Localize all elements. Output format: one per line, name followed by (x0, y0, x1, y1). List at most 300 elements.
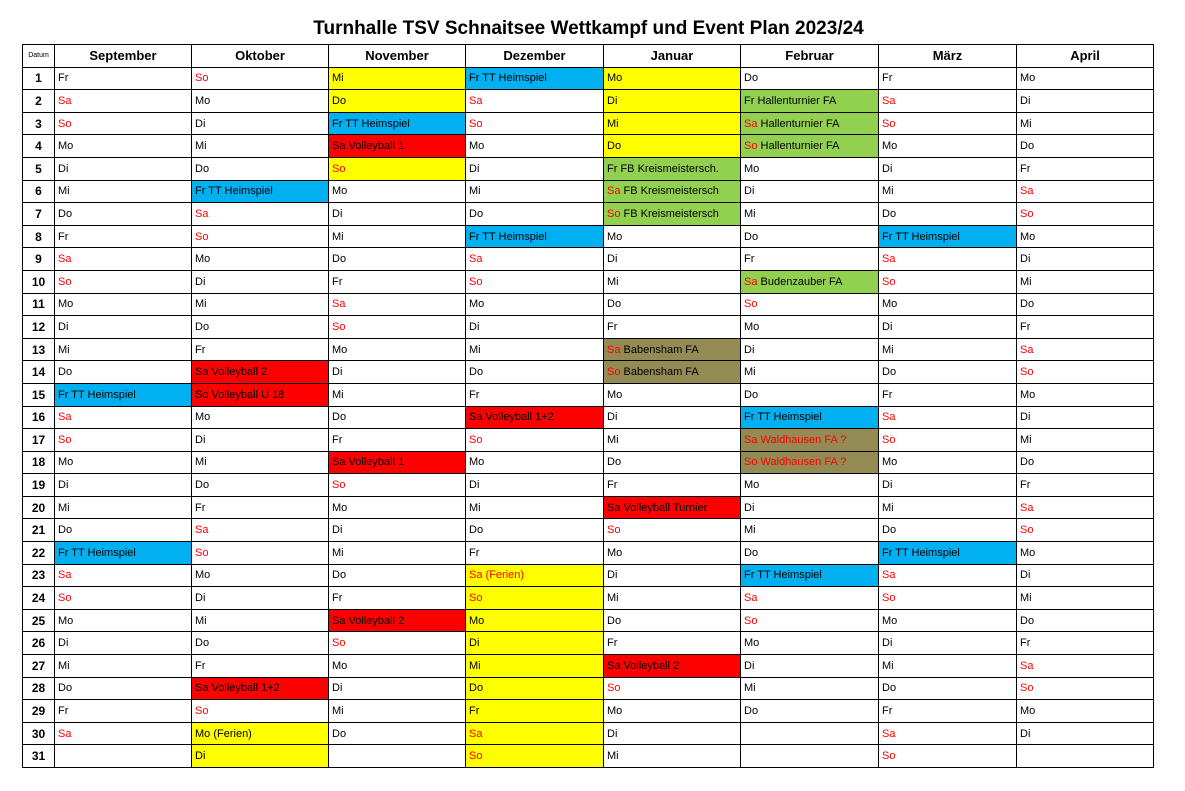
day-cell (741, 474, 879, 497)
weekday: Di (744, 659, 755, 672)
table-row (23, 293, 1154, 316)
day-cell (55, 225, 192, 248)
event-label: TT Heimspiel (482, 230, 547, 243)
weekday: Di (1020, 253, 1031, 266)
day-cell (329, 406, 466, 429)
day-cell (466, 248, 604, 271)
table-row (23, 361, 1154, 384)
weekday: Sa (744, 275, 758, 288)
weekday: Sa (607, 659, 621, 672)
weekday: Di (332, 207, 343, 220)
month-header: April (1017, 45, 1154, 68)
weekday: Do (1020, 298, 1035, 311)
day-cell (55, 632, 192, 655)
weekday: Do (58, 682, 73, 695)
weekday: Fr (882, 388, 893, 401)
day-cell (55, 496, 192, 519)
weekday: Do (744, 705, 759, 718)
event-label: Babensham FA (623, 366, 699, 379)
weekday: Di (332, 366, 343, 379)
day-number: 28 (23, 677, 55, 700)
weekday: Do (332, 727, 347, 740)
weekday: Fr (744, 569, 755, 582)
day-cell (604, 542, 741, 565)
weekday: So (882, 275, 896, 288)
weekday: So (607, 207, 621, 220)
weekday: Mi (58, 501, 70, 514)
day-cell (741, 293, 879, 316)
weekday: Di (882, 162, 893, 175)
weekday: Mo (607, 705, 623, 718)
event-label: TT Heimspiel (757, 411, 822, 424)
day-cell (192, 203, 329, 226)
day-cell (1017, 180, 1154, 203)
weekday: Di (195, 117, 206, 130)
day-cell (192, 722, 329, 745)
weekday: Di (332, 524, 343, 537)
day-cell (741, 451, 879, 474)
day-number: 13 (23, 338, 55, 361)
table-row (23, 632, 1154, 655)
day-cell (1017, 270, 1154, 293)
day-cell (466, 112, 604, 135)
weekday: Sa (195, 207, 209, 220)
weekday: Di (469, 162, 480, 175)
day-cell (192, 632, 329, 655)
day-cell (55, 67, 192, 90)
weekday: Sa (469, 253, 483, 266)
weekday: Mo (58, 456, 74, 469)
weekday: Do (332, 94, 347, 107)
day-cell (604, 180, 741, 203)
day-cell (879, 316, 1017, 339)
day-number: 6 (23, 180, 55, 203)
day-cell (604, 67, 741, 90)
weekday: So (1020, 682, 1034, 695)
weekday: Di (58, 637, 69, 650)
table-row (23, 429, 1154, 452)
weekday: Mo (1020, 230, 1036, 243)
weekday: Sa (882, 411, 896, 424)
page-title: Turnhalle TSV Schnaitsee Wettkampf und Event Plan 2023/24 (313, 18, 864, 39)
table-row (23, 180, 1154, 203)
event-label: FB Kreismeistersch (623, 207, 719, 220)
day-cell (192, 180, 329, 203)
weekday: So (744, 140, 758, 153)
table-row (23, 90, 1154, 113)
day-cell (741, 90, 879, 113)
day-cell (329, 655, 466, 678)
day-cell (55, 406, 192, 429)
day-cell (741, 406, 879, 429)
weekday: Mi (332, 705, 344, 718)
weekday: Fr (195, 501, 206, 514)
weekday: Do (58, 366, 73, 379)
weekday: Mi (469, 185, 481, 198)
weekday: Do (607, 140, 622, 153)
weekday: Mo (882, 298, 898, 311)
day-cell (1017, 722, 1154, 745)
event-label: Volleyball 2 (623, 659, 680, 672)
day-cell (879, 542, 1017, 565)
weekday: Do (195, 479, 210, 492)
day-cell (55, 655, 192, 678)
day-cell (55, 90, 192, 113)
weekday: Mi (469, 659, 481, 672)
weekday: Mo (58, 614, 74, 627)
day-cell (466, 406, 604, 429)
day-cell (879, 203, 1017, 226)
weekday: Sa (744, 117, 758, 130)
day-cell (329, 609, 466, 632)
event-label: Hallenturnier FA (757, 94, 837, 107)
event-label: Babensham FA (623, 343, 699, 356)
weekday: Di (195, 433, 206, 446)
day-cell (741, 496, 879, 519)
day-number: 20 (23, 496, 55, 519)
day-cell (55, 316, 192, 339)
day-cell (55, 338, 192, 361)
day-cell (329, 293, 466, 316)
event-label: Hallenturnier FA (760, 117, 840, 130)
weekday: So (607, 366, 621, 379)
weekday: Mo (195, 569, 211, 582)
weekday: So (195, 72, 209, 85)
day-cell (879, 722, 1017, 745)
day-cell (1017, 700, 1154, 723)
weekday: Di (882, 637, 893, 650)
day-cell (466, 225, 604, 248)
day-number: 27 (23, 655, 55, 678)
weekday: Mo (469, 298, 485, 311)
day-cell (741, 429, 879, 452)
day-cell (192, 338, 329, 361)
day-cell (604, 112, 741, 135)
weekday: Di (469, 320, 480, 333)
event-label: Volleyball 2 (348, 614, 405, 627)
day-cell (1017, 90, 1154, 113)
weekday: Fr (607, 479, 618, 492)
day-cell (192, 564, 329, 587)
day-cell (604, 677, 741, 700)
day-cell (466, 270, 604, 293)
day-cell (1017, 248, 1154, 271)
table-row (23, 722, 1154, 745)
plan-body (23, 67, 1154, 767)
weekday: Mo (332, 659, 348, 672)
weekday: Mi (882, 185, 894, 198)
day-cell (329, 361, 466, 384)
weekday: Mi (607, 433, 619, 446)
weekday: Mi (607, 117, 619, 130)
day-cell (55, 383, 192, 406)
weekday: So (195, 705, 209, 718)
day-cell (192, 90, 329, 113)
day-cell (741, 542, 879, 565)
day-cell (192, 248, 329, 271)
day-cell (1017, 383, 1154, 406)
weekday: Mi (607, 275, 619, 288)
day-cell (466, 135, 604, 158)
table-row (23, 316, 1154, 339)
weekday: Mi (607, 592, 619, 605)
weekday: Fr (58, 705, 69, 718)
event-label: Volleyball U 18 (211, 388, 285, 401)
weekday: Di (607, 253, 618, 266)
day-number: 21 (23, 519, 55, 542)
day-cell (329, 474, 466, 497)
day-cell (604, 293, 741, 316)
weekday: Mo (469, 456, 485, 469)
day-cell (192, 655, 329, 678)
day-cell (879, 293, 1017, 316)
day-cell (879, 180, 1017, 203)
day-cell (1017, 542, 1154, 565)
day-cell (604, 203, 741, 226)
day-cell (604, 451, 741, 474)
weekday: Fr (58, 72, 69, 85)
weekday: Mi (1020, 117, 1032, 130)
weekday: Sa (469, 411, 483, 424)
day-cell (466, 157, 604, 180)
weekday: Di (58, 479, 69, 492)
table-row (23, 700, 1154, 723)
weekday: Fr (744, 411, 755, 424)
day-cell (879, 632, 1017, 655)
weekday: So (744, 614, 758, 627)
day-number: 17 (23, 429, 55, 452)
day-cell (1017, 225, 1154, 248)
day-cell (466, 361, 604, 384)
day-cell (329, 542, 466, 565)
weekday: Mi (332, 388, 344, 401)
day-cell (329, 587, 466, 610)
weekday: Mo (58, 298, 74, 311)
day-cell (604, 338, 741, 361)
day-cell (466, 451, 604, 474)
event-label: Waldhausen FA ? (760, 433, 847, 446)
table-row (23, 338, 1154, 361)
day-cell (55, 587, 192, 610)
weekday: Mi (744, 366, 756, 379)
day-cell (329, 700, 466, 723)
header-row (23, 45, 1154, 68)
weekday: Fr (607, 637, 618, 650)
weekday: Mi (607, 750, 619, 763)
weekday: Mi (469, 343, 481, 356)
weekday: Di (195, 275, 206, 288)
weekday: Do (195, 162, 210, 175)
event-label: TT Heimspiel (482, 72, 547, 85)
day-cell (741, 564, 879, 587)
weekday: Di (58, 162, 69, 175)
day-cell (741, 67, 879, 90)
weekday: Fr (882, 546, 893, 559)
weekday: Fr (332, 117, 343, 130)
day-cell (192, 587, 329, 610)
weekday: Sa (195, 682, 209, 695)
weekday: So (332, 479, 346, 492)
weekday: So (58, 117, 72, 130)
weekday: Mi (332, 546, 344, 559)
weekday: Di (882, 320, 893, 333)
day-number: 25 (23, 609, 55, 632)
weekday: Di (744, 343, 755, 356)
event-label: Volleyball 2 (211, 366, 268, 379)
weekday: Di (607, 411, 618, 424)
weekday: Di (882, 479, 893, 492)
weekday: Mo (1020, 72, 1036, 85)
table-row (23, 542, 1154, 565)
day-number: 29 (23, 700, 55, 723)
table-row (23, 203, 1154, 226)
day-cell (604, 270, 741, 293)
day-cell (741, 700, 879, 723)
weekday: So (607, 682, 621, 695)
day-cell (741, 112, 879, 135)
day-cell (1017, 406, 1154, 429)
weekday: Do (607, 456, 622, 469)
event-label: TT Heimspiel (895, 546, 960, 559)
weekday: Mo (58, 140, 74, 153)
day-cell (604, 383, 741, 406)
table-row (23, 135, 1154, 158)
day-number: 30 (23, 722, 55, 745)
day-cell (1017, 338, 1154, 361)
weekday: Fr (744, 94, 755, 107)
day-number: 24 (23, 587, 55, 610)
weekday: Di (1020, 727, 1031, 740)
weekday: So (332, 320, 346, 333)
weekday: Do (469, 524, 484, 537)
weekday: Mo (607, 72, 623, 85)
weekday: Sa (607, 501, 621, 514)
table-row (23, 609, 1154, 632)
weekday: Do (744, 230, 759, 243)
day-cell (1017, 677, 1154, 700)
weekday: Di (744, 501, 755, 514)
day-cell (466, 609, 604, 632)
weekday: So (332, 637, 346, 650)
day-cell (466, 293, 604, 316)
weekday: Do (1020, 456, 1035, 469)
day-cell (1017, 67, 1154, 90)
day-cell (466, 587, 604, 610)
day-number: 3 (23, 112, 55, 135)
weekday: Mo (469, 140, 485, 153)
day-cell (192, 609, 329, 632)
day-cell (604, 225, 741, 248)
day-cell (55, 451, 192, 474)
weekday: Do (882, 207, 897, 220)
table-row (23, 655, 1154, 678)
weekday: So (1020, 366, 1034, 379)
day-cell (192, 496, 329, 519)
weekday: Mi (882, 659, 894, 672)
table-row (23, 157, 1154, 180)
weekday: Mo (882, 140, 898, 153)
table-row (23, 745, 1154, 768)
weekday: Sa (58, 569, 72, 582)
day-cell (741, 383, 879, 406)
table-row (23, 496, 1154, 519)
day-number: 15 (23, 383, 55, 406)
weekday: So (469, 117, 483, 130)
weekday: Fr (58, 546, 69, 559)
day-cell (604, 157, 741, 180)
day-cell (879, 135, 1017, 158)
day-cell (604, 700, 741, 723)
event-label: TT Heimspiel (208, 185, 273, 198)
day-cell (1017, 496, 1154, 519)
table-row (23, 587, 1154, 610)
day-cell (879, 157, 1017, 180)
day-cell (466, 519, 604, 542)
weekday: Sa (1020, 659, 1034, 672)
weekday: Mo (332, 501, 348, 514)
weekday: Sa (882, 94, 896, 107)
weekday: So (882, 750, 896, 763)
day-cell (55, 135, 192, 158)
day-cell (192, 135, 329, 158)
day-cell (1017, 135, 1154, 158)
weekday: Mi (744, 682, 756, 695)
weekday: Sa (469, 94, 483, 107)
day-cell (879, 112, 1017, 135)
weekday: Do (882, 524, 897, 537)
weekday: Di (744, 185, 755, 198)
weekday: Sa (882, 569, 896, 582)
day-cell (741, 519, 879, 542)
day-cell (192, 406, 329, 429)
day-cell (466, 542, 604, 565)
day-cell (879, 383, 1017, 406)
weekday: Sa (58, 94, 72, 107)
weekday: Sa (882, 253, 896, 266)
weekday: Do (882, 682, 897, 695)
day-cell (329, 383, 466, 406)
weekday: Fr (744, 253, 755, 266)
day-cell (466, 632, 604, 655)
day-number: 7 (23, 203, 55, 226)
day-cell (879, 90, 1017, 113)
weekday: So (607, 524, 621, 537)
event-label: TT Heimspiel (71, 388, 136, 401)
event-label: Budenzauber FA (760, 275, 843, 288)
day-cell (329, 270, 466, 293)
weekday: Sa (1020, 185, 1034, 198)
weekday: Do (1020, 140, 1035, 153)
weekday: Fr (1020, 162, 1031, 175)
day-cell (192, 361, 329, 384)
table-row (23, 112, 1154, 135)
month-header: November (329, 45, 466, 68)
day-number: 26 (23, 632, 55, 655)
day-cell (741, 225, 879, 248)
day-cell (466, 700, 604, 723)
day-cell (55, 542, 192, 565)
day-cell (55, 203, 192, 226)
day-cell (879, 587, 1017, 610)
day-cell (466, 496, 604, 519)
day-number: 4 (23, 135, 55, 158)
weekday: So (195, 388, 209, 401)
event-label: (Ferien) (485, 569, 525, 582)
weekday: Sa (58, 727, 72, 740)
weekday: Do (332, 253, 347, 266)
day-cell (55, 519, 192, 542)
weekday: Mo (195, 727, 211, 740)
